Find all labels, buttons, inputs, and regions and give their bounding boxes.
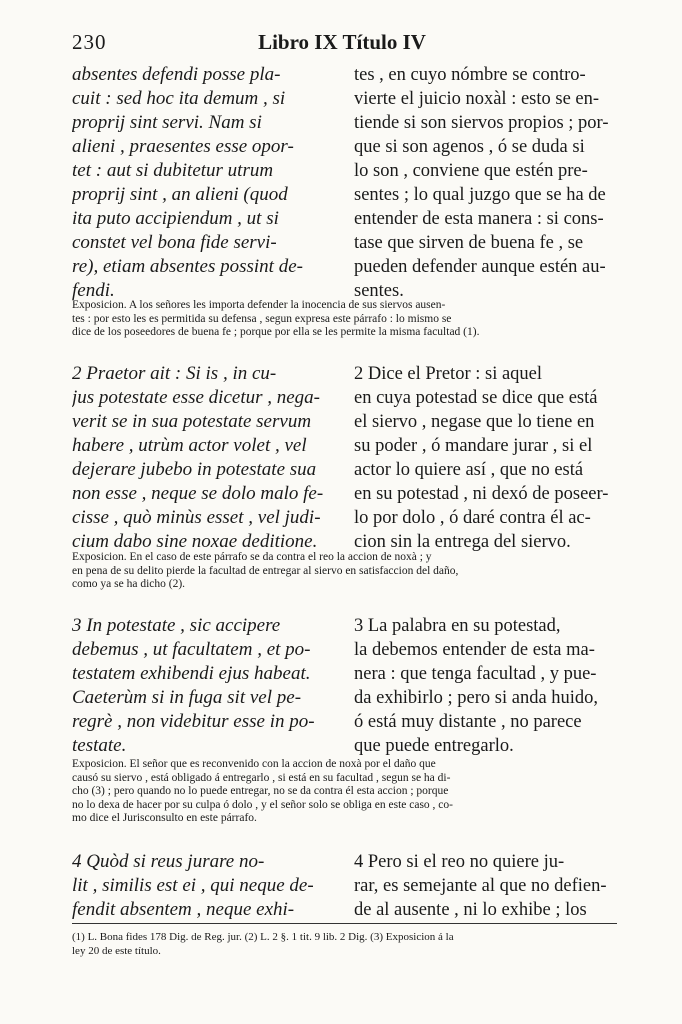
- page-header: [72, 30, 612, 60]
- latin-line: regrè , non videbitur esse in po-: [72, 711, 315, 732]
- running-head: Libro IX Título IV: [258, 30, 426, 54]
- latin-line: 3 In potestate , sic accipere: [72, 615, 281, 636]
- latin-column: [72, 63, 344, 303]
- latin-line: re), etiam absentes possint de-: [72, 256, 303, 277]
- spanish-line: que puede entregarlo.: [354, 736, 514, 756]
- spanish-line: sentes ; lo qual juzgo que se ha de: [354, 185, 606, 205]
- spanish-line: tiende si son siervos propios ; por-: [354, 113, 609, 133]
- latin-line: proprij sint , an alieni (quod: [72, 184, 288, 205]
- page-number: 230: [72, 30, 107, 54]
- footnotes: [72, 930, 617, 958]
- spanish-line: lo son , conviene que estén pre-: [354, 161, 588, 181]
- latin-line: 4 Quòd si reus jurare no-: [72, 851, 265, 872]
- spanish-line: nera : que tenga facultad , y pue-: [354, 664, 597, 684]
- spanish-line: 2 Dice el Pretor : si aquel: [354, 364, 543, 384]
- latin-column: [72, 362, 344, 554]
- latin-line: tet : aut si dubitetur utrum: [72, 160, 274, 181]
- text-block-2: [72, 362, 614, 554]
- exposicion-line: Exposicion. A los señores les importa defender la inocencia de sus siervos ausen-: [72, 299, 446, 311]
- exposicion-line: como ya se ha dicho (2).: [72, 578, 186, 590]
- spanish-line: cion sin la entrega del siervo.: [354, 532, 571, 552]
- spanish-line: tes , en cuyo nómbre se contro-: [354, 65, 586, 85]
- latin-line: debemus , ut facultatem , et po-: [72, 639, 311, 660]
- latin-line: ita puto accipiendum , ut si: [72, 208, 279, 229]
- latin-line: cium dabo sine noxae deditione.: [72, 531, 318, 552]
- exposicion-3: [72, 758, 617, 826]
- spanish-line: que si son agenos , ó se duda si: [354, 137, 585, 157]
- spanish-line: entender de esta manera : si cons-: [354, 209, 604, 229]
- exposicion-line: causó su siervo , está obligado á entregarlo , si está en su facultad , segun se ha di-: [72, 771, 451, 784]
- spanish-line: ó está muy distante , no parece: [354, 712, 582, 732]
- latin-line: fendi.: [72, 280, 115, 301]
- footnote-rule: [72, 923, 617, 924]
- latin-line: proprij sint servi. Nam si: [72, 112, 262, 133]
- spanish-line: tase que sirven de buena fe , se: [354, 233, 584, 253]
- latin-line: habere , utrùm actor volet , vel: [72, 435, 307, 456]
- exposicion-line: tes : por esto les es permitida su defensa , segun expresa este párrafo : lo mismo se: [72, 312, 452, 325]
- spanish-column: [354, 362, 614, 554]
- latin-line: fendit absentem , neque exhi-: [72, 899, 295, 920]
- latin-line: Caeterùm si in fuga sit vel pe-: [72, 687, 302, 708]
- spanish-line: sentes.: [354, 281, 404, 301]
- latin-line: testatem exhibendi ejus habeat.: [72, 663, 311, 684]
- spanish-column: [354, 63, 614, 303]
- spanish-line: 4 Pero si el reo no quiere ju-: [354, 852, 565, 872]
- latin-line: testate.: [72, 735, 127, 756]
- latin-column: [72, 850, 344, 922]
- exposicion-line: Exposicion. El señor que es reconvenido con la accion de noxà por el daño que: [72, 758, 436, 770]
- latin-line: jus potestate esse dicetur , nega-: [72, 387, 321, 408]
- latin-line: cuit : sed hoc ita demum , si: [72, 88, 286, 109]
- footnote-line: ley 20 de este título.: [72, 945, 161, 957]
- latin-line: alieni , praesentes esse opor-: [72, 136, 294, 157]
- spanish-line: 3 La palabra en su potestad,: [354, 616, 561, 636]
- exposicion-line: no lo dexa de hacer por su culpa ó dolo , y el señor solo se obliga en este caso , co-: [72, 798, 453, 811]
- spanish-line: su poder , ó mandare jurar , si el: [354, 436, 593, 456]
- exposicion-line: cho (3) ; pero quando no lo puede entregar, no se da contra él esta accion ; porque: [72, 785, 449, 797]
- exposicion-1: [72, 299, 617, 340]
- exposicion-line: mo dice el Jurisconsulto en este párrafo.: [72, 812, 257, 824]
- spanish-line: rar, es semejante al que no defien-: [354, 876, 607, 896]
- spanish-column: [354, 850, 614, 922]
- latin-line: cisse , quò minùs esset , vel judi-: [72, 507, 321, 528]
- spanish-line: actor lo quiere así , que no está: [354, 460, 584, 480]
- text-block-1: [72, 63, 614, 303]
- latin-line: verit se in sua potestate servum: [72, 411, 312, 432]
- spanish-line: pueden defender aunque estén au-: [354, 257, 606, 277]
- latin-line: dejerare jubebo in potestate sua: [72, 459, 317, 480]
- spanish-column: [354, 614, 614, 758]
- spanish-line: en cuya potestad se dice que está: [354, 388, 598, 408]
- exposicion-line: Exposicion. En el caso de este párrafo se da contra el reo la accion de noxà ; y: [72, 551, 432, 563]
- spanish-line: da exhibirlo ; pero si anda huido,: [354, 688, 599, 708]
- footnote-line: (1) L. Bona fides 178 Dig. de Reg. jur. (2) L. 2 §. 1 tit. 9 lib. 2 Dig. (3) Exposicion á la: [72, 931, 454, 943]
- text-block-3: [72, 614, 614, 758]
- text-block-4: [72, 850, 614, 922]
- exposicion-line: en pena de su delito pierde la facultad de entregar al siervo en satisfaccion del daño,: [72, 564, 459, 577]
- latin-line: lit , similis est ei , qui neque de-: [72, 875, 314, 896]
- spanish-line: lo por dolo , ó daré contra él ac-: [354, 508, 591, 528]
- latin-line: 2 Praetor ait : Si is , in cu-: [72, 363, 277, 384]
- spanish-line: la debemos entender de esta ma-: [354, 640, 595, 660]
- spanish-line: en su potestad , ni dexó de poseer-: [354, 484, 609, 504]
- spanish-line: el siervo , negase que lo tiene en: [354, 412, 595, 432]
- latin-column: [72, 614, 344, 758]
- latin-line: non esse , neque se dolo malo fe-: [72, 483, 324, 504]
- spanish-line: de al ausente , ni lo exhibe ; los: [354, 900, 587, 920]
- latin-line: absentes defendi posse pla-: [72, 64, 281, 85]
- latin-line: constet vel bona fide servi-: [72, 232, 277, 253]
- exposicion-line: dice de los poseedores de buena fe ; porque por ella se les permite la misma facultad (1).: [72, 326, 480, 338]
- spanish-line: vierte el juicio noxàl : esto se en-: [354, 89, 600, 109]
- exposicion-2: [72, 551, 617, 592]
